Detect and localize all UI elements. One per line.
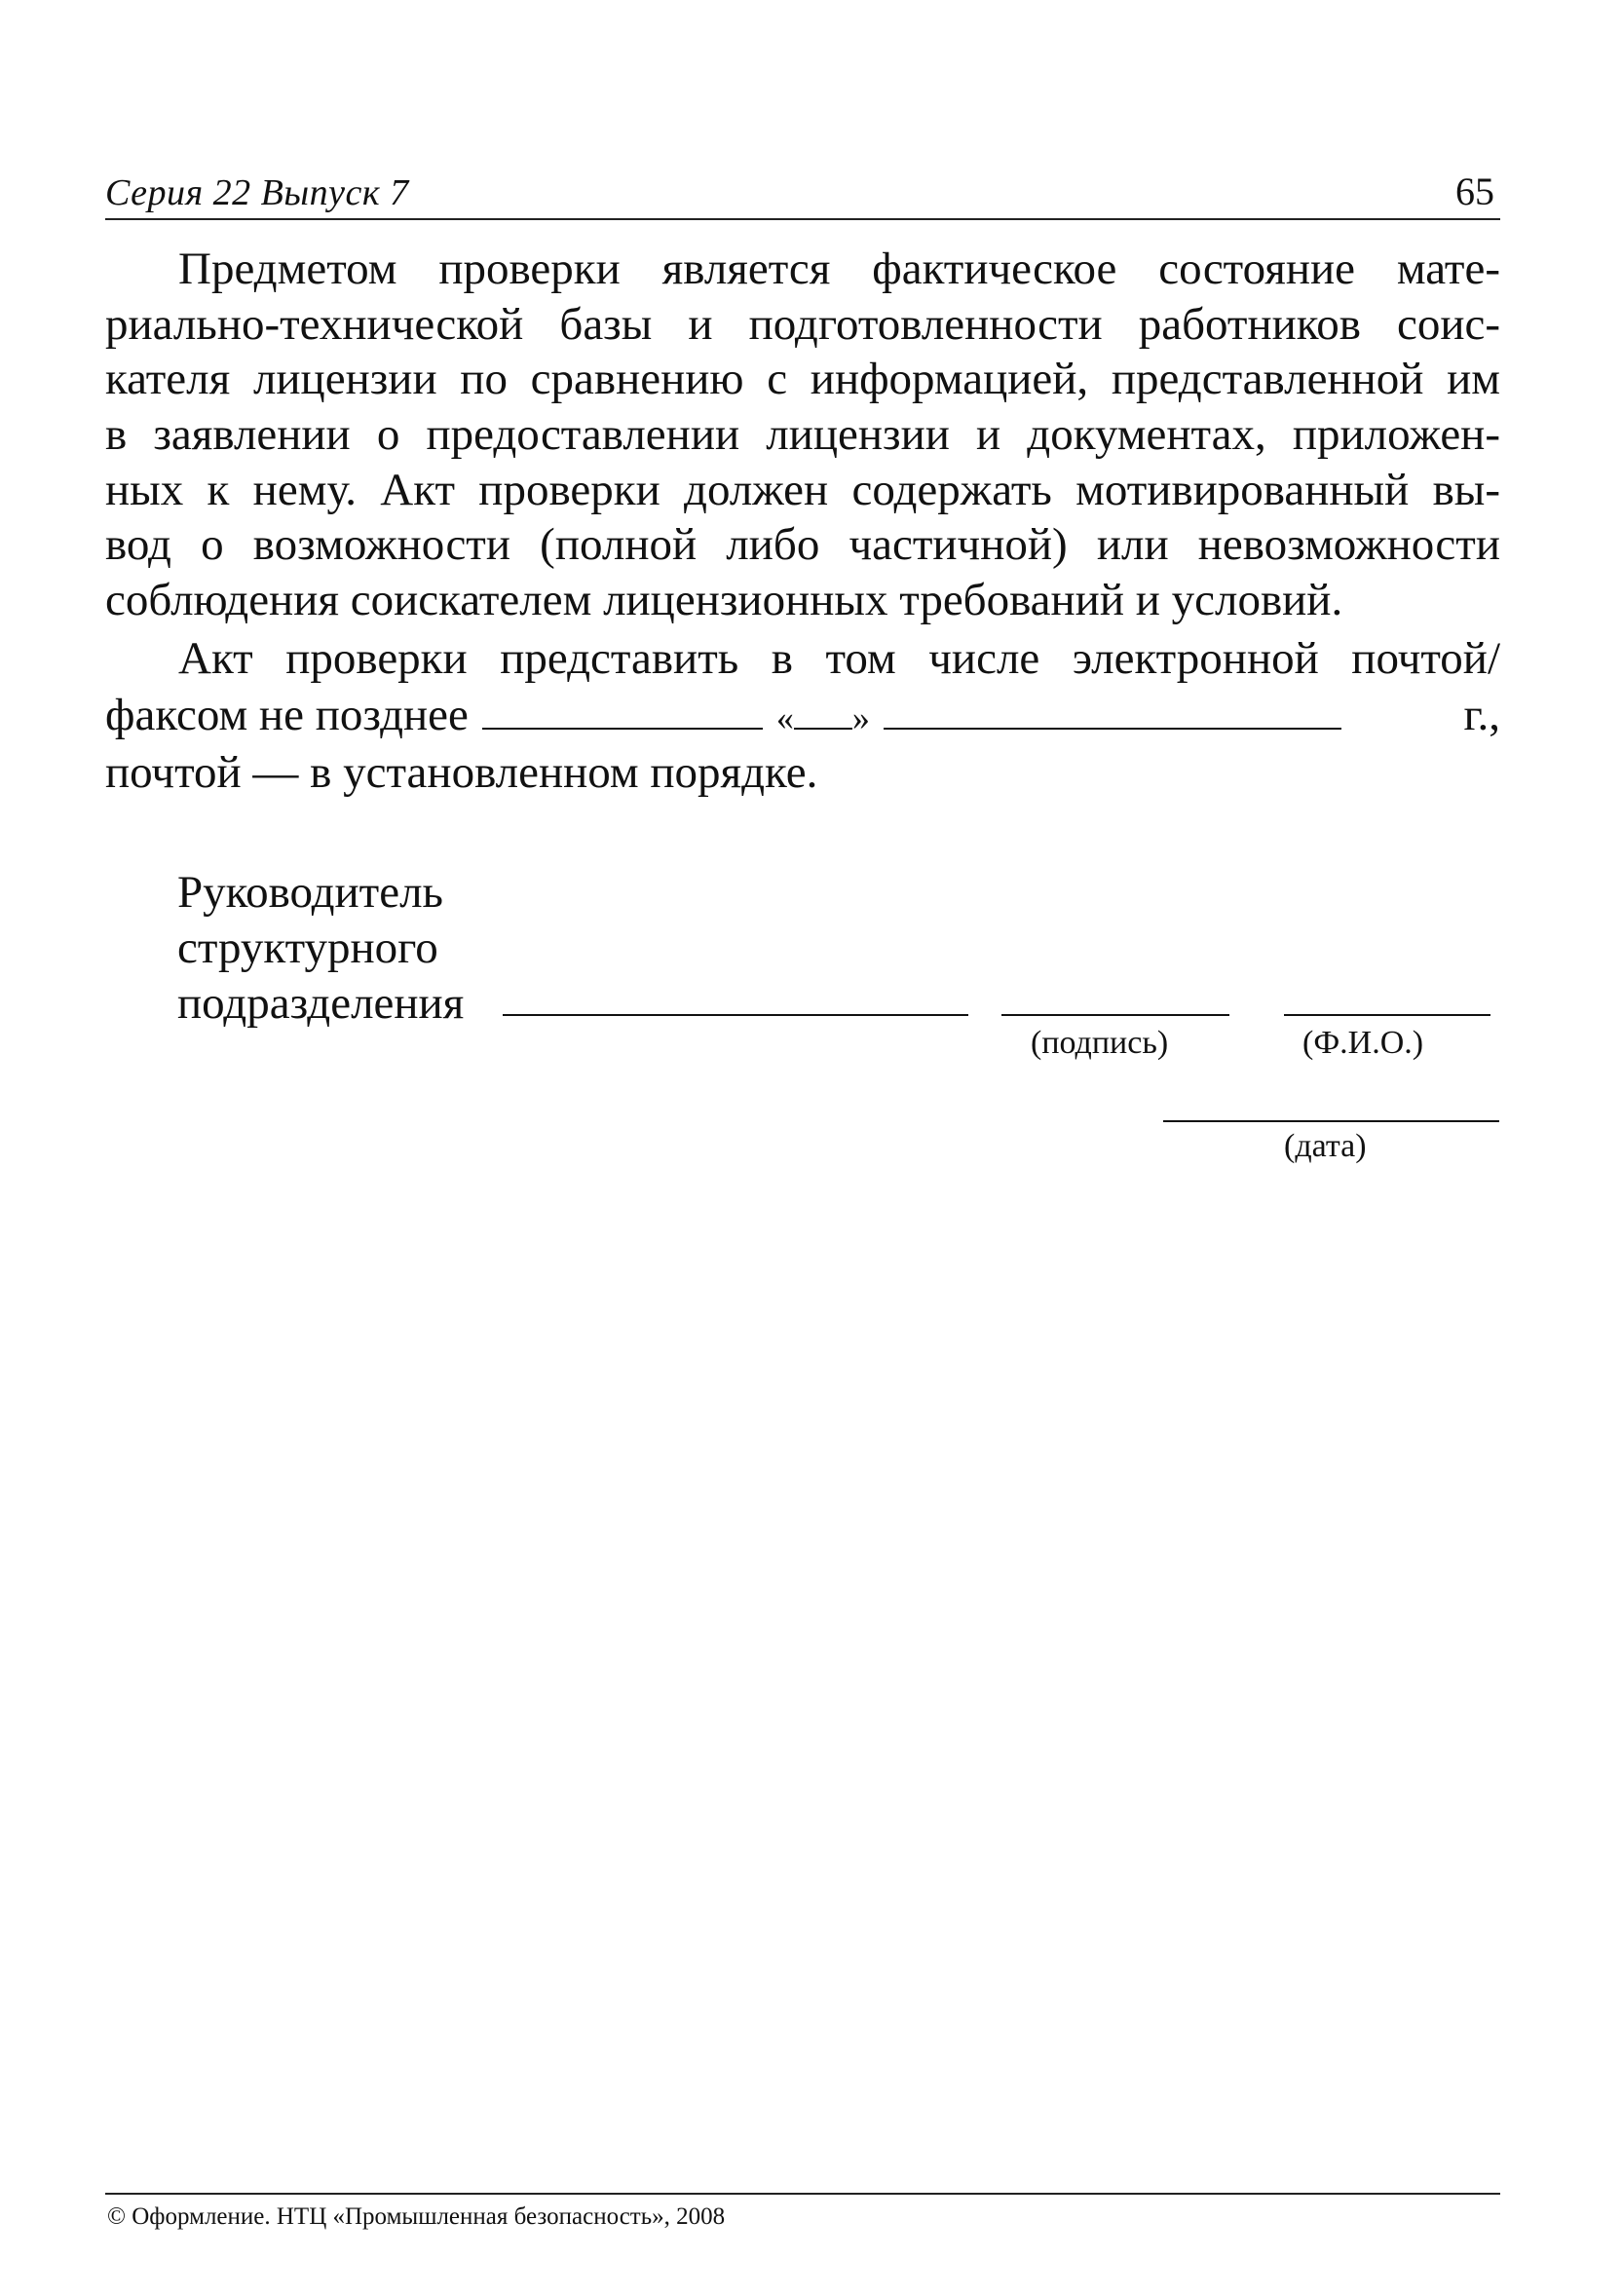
footer-rule: [105, 2193, 1500, 2195]
text-line: ных к нему. Акт проверки должен содержать мотивированный вы-: [105, 464, 1500, 515]
running-header: [105, 168, 1500, 220]
footer-copyright: © Оформление. НТЦ «Промышленная безопасность», 2008: [107, 2203, 726, 2230]
text-line: вод о возможности (полной либо частичной) или невозможности: [105, 519, 1500, 571]
text-line: соблюдения соискателем лицензионных требований и условий.: [105, 575, 1343, 626]
open-quote: «: [775, 697, 794, 737]
full-name-caption: (Ф.И.О.): [1302, 1025, 1424, 1061]
text-line: почтой — в установленном порядке.: [105, 747, 818, 799]
text-line: кателя лицензии по сравнению с информацией, представленной им: [105, 354, 1500, 405]
close-quote: »: [851, 697, 870, 737]
signature-block: [177, 865, 464, 1032]
text-line: Предметом проверки является фактическое состояние мате-: [178, 244, 1500, 294]
deadline-number-blank[interactable]: [794, 687, 852, 730]
paragraph-report-deadline: [105, 631, 1500, 801]
text-line: в заявлении о предоставлении лицензии и документах, приложен-: [105, 409, 1500, 461]
series-title: Серия 22 Выпуск 7: [105, 172, 409, 213]
year-suffix: г.,: [1463, 689, 1500, 740]
date-caption: (дата): [1284, 1128, 1367, 1164]
deadline-fill-row: [105, 687, 1500, 746]
date-blank[interactable]: [1163, 1120, 1499, 1122]
document-body: [105, 242, 1500, 801]
signature-blank[interactable]: [1001, 1014, 1229, 1016]
signer-title-line: подразделения: [177, 978, 465, 1029]
deadline-month-blank[interactable]: [884, 687, 1341, 730]
signature-caption: (подпись): [1031, 1025, 1169, 1061]
text-line: риально-технической базы и подготовленности работников соис-: [105, 298, 1500, 350]
page-number: 65: [1455, 169, 1494, 213]
full-name-blank[interactable]: [1284, 1014, 1490, 1016]
deadline-day-blank[interactable]: [482, 687, 763, 730]
paragraph-subject: [105, 242, 1500, 628]
signer-title-line: Руководитель: [177, 867, 443, 918]
text-line: Акт проверки представить в том числе электронной почтой/: [178, 632, 1500, 684]
signer-title-line: структурного: [177, 922, 438, 973]
deadline-label: факсом не позднее: [105, 689, 469, 740]
position-blank[interactable]: [503, 1014, 968, 1016]
